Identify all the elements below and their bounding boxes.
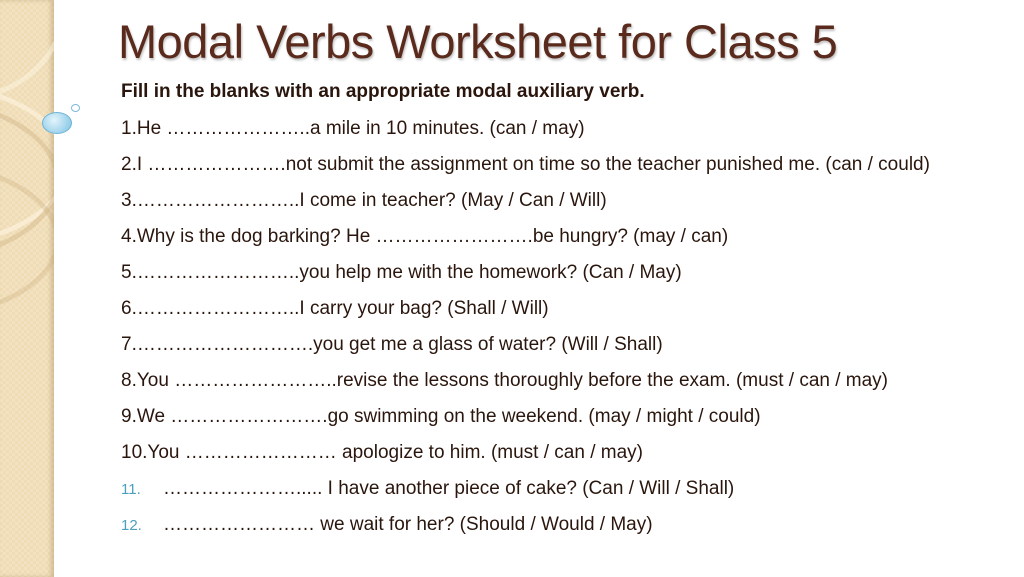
slide-title: Modal Verbs Worksheet for Class 5 <box>118 15 838 68</box>
exercise-item <box>121 512 930 548</box>
exercise-item <box>121 188 930 224</box>
item-text: I ………………….not submit the assignment on time so the teacher punished me. (can / could) <box>136 154 930 175</box>
item-number: 8. <box>121 370 137 391</box>
item-text: You ……………………..revise the lessons thoroughly before the exam. (must / can / may) <box>136 370 889 391</box>
exercise-item <box>121 440 930 476</box>
item-number: 1. <box>121 118 137 139</box>
exercise-item <box>121 260 930 296</box>
item-number: 6. <box>121 298 137 319</box>
bubble-icon <box>42 112 72 134</box>
decorative-sidebar <box>0 0 54 577</box>
exercise-item <box>121 332 930 368</box>
exercise-item <box>121 404 930 440</box>
item-text: ……………………….you get me a glass of water? (Will / Shall) <box>136 334 663 355</box>
item-text: ……………………..you help me with the homework? (Can / May) <box>136 262 682 283</box>
exercise-item <box>121 368 930 404</box>
item-text: He …………………..a mile in 10 minutes. (can / may) <box>136 118 585 139</box>
instruction-text: Fill in the blanks with an appropriate modal auxiliary verb. <box>121 81 645 102</box>
item-number: 10. <box>121 442 148 463</box>
exercise-item <box>121 152 930 188</box>
exercise-item <box>121 296 930 332</box>
item-text: …………………..... I have another piece of cake? (Can / Will / Shall) <box>163 478 735 499</box>
item-number: 4. <box>121 226 137 247</box>
item-number: 9. <box>121 406 137 427</box>
item-number: 5. <box>121 262 137 283</box>
item-number: 2. <box>121 154 137 175</box>
exercise-item <box>121 476 930 512</box>
item-number: 3. <box>121 190 137 211</box>
item-text: Why is the dog barking? He …………………….be hungry? (may / can) <box>136 226 729 247</box>
item-text: ……………………..I come in teacher? (May / Can / Will) <box>136 190 607 211</box>
small-bubble-icon <box>71 104 80 112</box>
exercise-item <box>121 224 930 260</box>
item-text: ……………………..I carry your bag? (Shall / Will) <box>136 298 549 319</box>
exercise-list <box>121 116 930 548</box>
exercise-item <box>121 116 930 152</box>
decorative-arc <box>0 0 54 100</box>
item-text: …………………… we wait for her? (Should / Would / May) <box>163 514 653 535</box>
item-number: 11. <box>121 481 141 498</box>
item-text: You …………………… apologize to him. (must / can / may) <box>147 442 643 463</box>
item-number: 12. <box>121 517 142 534</box>
item-number: 7. <box>121 334 137 355</box>
item-text: We …………………….go swimming on the weekend. (may / might / could) <box>136 406 761 427</box>
